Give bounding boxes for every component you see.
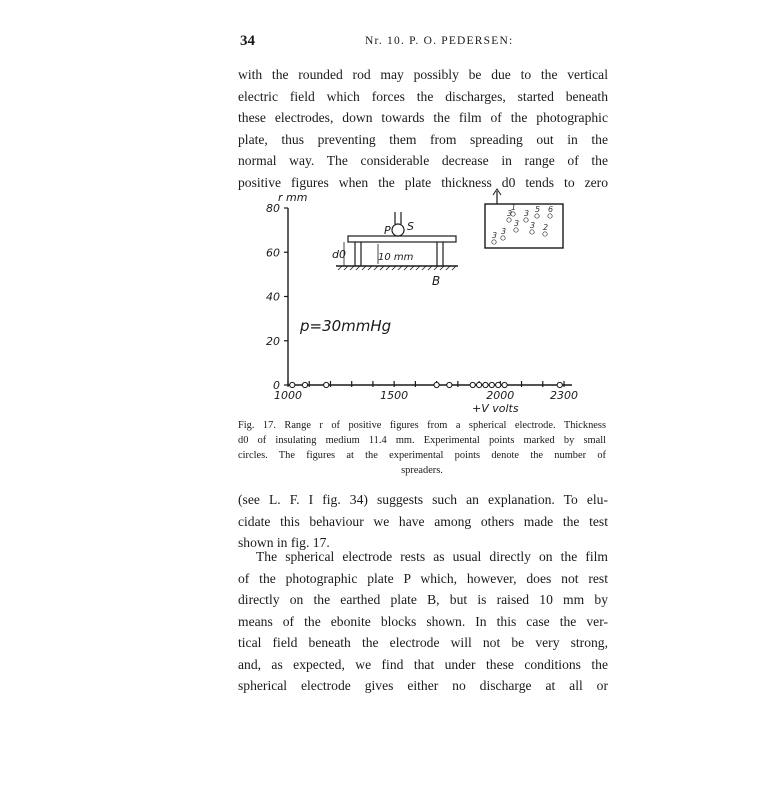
- page-number: 34: [240, 33, 255, 49]
- caption-line: circles. The figures at the experimental points denote the number of: [238, 450, 606, 461]
- spreader-circle: [492, 240, 496, 244]
- spreader-count-label: 3: [492, 231, 498, 240]
- text-line: shown in fig. 17.: [238, 535, 330, 550]
- text-line: and, as expected, we find that under these conditions the: [238, 656, 608, 672]
- data-point: [447, 382, 452, 387]
- y-tick-label: 60: [266, 246, 280, 260]
- spreader-count-label: 3: [530, 221, 536, 230]
- text-line: plate, thus preventing them from spreading out in the: [238, 131, 608, 147]
- y-tick-label: 20: [266, 334, 280, 348]
- y-tick-label: 40: [266, 290, 280, 304]
- body-paragraph-middle: [238, 489, 608, 554]
- text-line: means of the ebonite blocks shown. In this case the ver-: [238, 613, 608, 629]
- text-line: electric field which forces the discharges, started beneath: [238, 88, 608, 104]
- electrode-label: S: [407, 220, 414, 233]
- spreader-circle: [530, 230, 534, 234]
- photographic-plate: [348, 236, 456, 242]
- text-line: spherical electrode gives either no discharge at all or: [238, 678, 608, 693]
- text-line: of the photographic plate P which, however, does not rest: [238, 570, 608, 586]
- spreader-count-label: 3: [507, 209, 513, 218]
- spreader-circle: [524, 218, 528, 222]
- spreader-count-label: 2: [543, 223, 549, 232]
- text-line: tical field beneath the electrode will not be very strong,: [238, 635, 608, 650]
- y-tick-label: 80: [266, 202, 280, 215]
- data-point: [434, 382, 439, 387]
- plate-label: P: [384, 224, 391, 237]
- y-axis-label: r mm: [278, 191, 308, 204]
- caption-line: spreaders.: [401, 465, 443, 476]
- y-tick-label: 0: [273, 379, 280, 392]
- spreader-circle: [514, 228, 518, 232]
- text-line: The spherical electrode rests as usual directly on the film: [256, 549, 608, 564]
- text-line: positive figures when the plate thickness d0 tends to zero: [238, 174, 608, 190]
- x-tick-label: 2000: [486, 389, 515, 402]
- data-point: [496, 382, 501, 387]
- caption-line: Fig. 17. Range r of positive figures from a spherical electrode. Thickness: [238, 420, 606, 431]
- spreader-circle: [507, 218, 511, 222]
- data-point: [489, 382, 494, 387]
- text-line: directly on the earthed plate B, but is raised 10 mm by: [238, 592, 608, 607]
- spreader-count-label: 3: [514, 219, 520, 228]
- gap-label: 10 mm: [378, 252, 414, 263]
- spreader-count-label: 1: [511, 203, 517, 212]
- text-line: cidate this behaviour we have among others made the test: [238, 513, 608, 529]
- spreader-count-label: 3: [501, 227, 507, 236]
- data-point: [483, 382, 488, 387]
- x-tick-label: 2300: [550, 389, 578, 402]
- data-point: [557, 382, 562, 387]
- data-point: [502, 382, 507, 387]
- x-axis-label: +V volts: [472, 402, 519, 415]
- x-tick-label: 1500: [380, 389, 409, 402]
- data-point: [470, 382, 475, 387]
- data-point: [302, 382, 307, 387]
- spreader-circle: [548, 214, 552, 218]
- base-label: B: [432, 274, 441, 288]
- x-tick-label: 1000: [274, 389, 302, 402]
- data-point: [324, 382, 329, 387]
- pressure-annotation: p=30mmHg: [300, 317, 392, 335]
- spreader-count-label: 6: [548, 205, 554, 214]
- text-line: these electrodes, down towards the film of the photographic: [238, 110, 608, 125]
- body-paragraph-bottom: [238, 546, 608, 697]
- spreader-circle: [535, 214, 539, 218]
- caption-line: d0 of insulating medium 11.4 mm. Experimental points marked by small: [238, 435, 606, 446]
- text-line: (see L. F. I fig. 34) suggests such an explanation. To elu-: [238, 492, 608, 507]
- figure-caption: [238, 418, 606, 478]
- data-point: [476, 382, 481, 387]
- spreader-count-label: 3: [524, 209, 530, 218]
- text-line: normal way. The considerable decrease in range of the: [238, 153, 608, 168]
- body-paragraph-top: [238, 64, 608, 193]
- spreader-circle: [543, 232, 547, 236]
- text-line: with the rounded rod may possibly be due to the vertical: [238, 67, 608, 82]
- running-head: Nr. 10. P. O. PEDERSEN:: [365, 35, 514, 47]
- data-point: [290, 382, 295, 387]
- figure-17-chart: [230, 186, 610, 416]
- spreader-circle: [501, 236, 505, 240]
- thickness-label: d0: [332, 248, 346, 261]
- spreader-count-label: 5: [535, 205, 541, 214]
- spherical-electrode: [392, 224, 404, 236]
